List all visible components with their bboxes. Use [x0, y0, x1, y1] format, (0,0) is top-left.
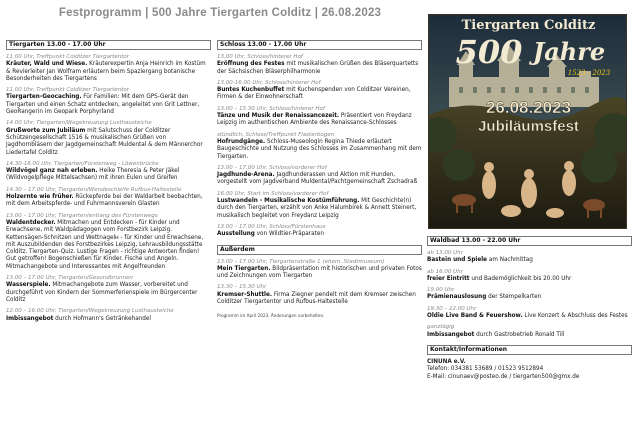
entry-description: [217, 266, 422, 281]
entry-title: Holzernte wie früher.: [6, 194, 74, 201]
section-header-kontakt: Kontakt/Informationen: [427, 345, 632, 355]
entry-description: [6, 220, 211, 271]
entry-text: Jagdhunderassen und Aktion mit Hunden, vorgestellt vom Jagdverband Muldental/Pachtgemeinschaft Zschadraß: [217, 172, 418, 186]
poster-jahre: Jahre: [532, 37, 606, 66]
entry-title: Waldentdecker.: [6, 219, 56, 226]
entry-title: Lustwandeln - Musikalische Kostümführung.: [217, 198, 360, 205]
section-header-waldbad: Waldbad 13.00 - 22.00 Uhr: [427, 236, 632, 246]
entry-title: Eröffnung des Festes: [217, 61, 285, 68]
entry-time: 19.30 – 22.00 Uhr: [427, 305, 477, 312]
entry-text: Kräuterexpertin Anja Heinrich im Kostüm & Revierleiter Jan Wolfram erläutern beim Spaziergang botanische Besonderheiten des Tiergartens: [6, 61, 206, 82]
program-entry: [217, 165, 422, 187]
jubilee-poster: [428, 14, 627, 229]
entry-time: 11.00 Uhr, Treffpunkt Colditzer Tiergartentor: [6, 54, 130, 60]
program-entry: [217, 191, 422, 220]
entry-title: Tiergarten-Geocaching.: [6, 94, 82, 101]
entry-time: 14.30 – 17.00 Uhr, Tiergarten/Wendeschleife Rufbus-Haltestelle: [6, 186, 182, 193]
entry-title: Hofrundgänge.: [217, 138, 266, 145]
entry-description: [217, 231, 422, 238]
entry-description: [217, 61, 422, 76]
entry-title: Bastein und Spiele: [427, 257, 488, 264]
program-entry: [427, 287, 632, 302]
entry-text: Bildpräsentation mit historischen und privaten Fotos und Zeichnungen vom Tiergarten: [217, 265, 422, 280]
column-tiergarten: [6, 40, 211, 323]
contact-email: E-Mail: cinunaev@posteo.de / tiergarten500@gmx.de: [427, 373, 580, 380]
entry-time: 16.00 Uhr, Start im Schloss/vorderer Hof: [217, 190, 329, 197]
program-entry: [217, 284, 422, 306]
entry-description: [217, 172, 422, 187]
entry-title: Mein Tiergarten.: [217, 265, 271, 272]
section-header-ausserdem: Außerdem: [217, 245, 422, 255]
entry-title: Tänze und Musik der Renaissancezeit.: [217, 113, 340, 120]
entry-description: [427, 257, 632, 264]
entry-time: 12.00 – 16.00 Uhr, Tiergarten/Wegekreuzung Lusthausteiche: [6, 308, 174, 315]
entry-time: 14.30-16.00 Uhr, Tiergarten/Fürstenweg - Löwenbrücke: [6, 160, 159, 167]
program-entry: [6, 213, 211, 271]
program-entry: [217, 106, 422, 128]
entry-time: 19.00 Uhr: [427, 287, 455, 294]
entry-time: 13.00-16.00 Uhr, Schloss/hinterer Hof: [217, 79, 321, 86]
waldbad-entries: [427, 250, 632, 339]
entry-time: ab 16.00 Uhr: [427, 268, 463, 275]
entry-description: [6, 128, 211, 157]
ausserdem-entries: [217, 259, 422, 307]
entry-text: Mitmachangebote zum Wasser, vorbereitet und durchgeführt von Kindern der Sommerferienspiele im Bürgercenter Colditz: [6, 282, 198, 303]
program-entry: [217, 80, 422, 102]
schloss-entries: [217, 54, 422, 239]
entry-text: Mit Geschichte(n) durch den Tiergarten, erzählt von Anke Halumbirek & Annett Steinert, musikalisch begleitet von Freydanz Leipzig: [217, 198, 417, 219]
program-entry: [427, 250, 632, 265]
entry-title: Ausstellung: [217, 231, 255, 238]
entry-text: Live Konzert & Abschluss des Festes: [522, 313, 628, 320]
entry-title: Oldie Live Band & Feuershow.: [427, 313, 523, 320]
entry-text: Präsentiert von Freydanz Leipzig im authentischen Ambiente des Renaissance-Schlosses: [217, 113, 412, 127]
program-entry: [6, 308, 211, 323]
program-entry: [217, 132, 422, 161]
program-entry: [427, 306, 632, 321]
disclaimer-note: Programm im April 2023, Änderungen vorbehalten.: [217, 313, 325, 319]
program-entry: [6, 54, 211, 83]
page-title: Festprogramm | 500 Jahre Tiergarten Colditz | 26.08.2023: [58, 7, 382, 19]
entry-description: [217, 113, 422, 128]
entry-title: Kräuter, Wald und Wiese.: [6, 61, 88, 68]
entry-text: durch Hofmann's Getränkehandel: [53, 315, 152, 322]
entry-text: Schloss-Museologin Regina Thiede erläutert Baugeschichte und Nutzung des Schlosses im Zusammenhang mit dem Tiergarten.: [217, 138, 422, 160]
entry-title: freier Eintritt: [427, 275, 470, 282]
entry-description: [427, 276, 632, 283]
program-entry: [217, 54, 422, 76]
entry-text: am Nachmittag: [487, 257, 533, 264]
entry-description: [217, 198, 422, 220]
entry-text: durch Gastrobetrieb Ronald Till: [474, 331, 565, 338]
entry-text: Mitmachen und Entdecken - für Kinder und Erwachsene, mit Waldpädagogen vom Forstbezirk Leipzig. Kettensägen-Schnitzen und Wettnagelн - für Kinder und Erwachsene, mit Auszubildenden des Forstbezirkes Leipzig, Lehrausbildungsstätte Colditz. Tiergarten-Quiz. Lustige Fragen - richtige Antworten finden! Gut getroffen! Bogenschießen für Kinder. Fische und Angeln. Mitmachangebote und Interessantes mit Angelfreunden: [6, 219, 204, 270]
poster-illustration: [429, 15, 627, 229]
poster-date: 26.08.2023: [485, 98, 572, 117]
entry-time: ganztägig: [427, 324, 455, 331]
entry-text: von Wildtier-Präparaten: [254, 231, 324, 238]
entry-text: mit musikalischen Grüßen des Bläserquartetts der Sächsischen Bläserphilharmonie: [217, 61, 419, 75]
entry-description: [427, 313, 632, 320]
entry-text: Firma Ziegner pendelt mit dem Kremser zwischen Colditzer Tiergartentor und Rufbus-Haltestelle: [217, 291, 416, 306]
entry-description: [427, 294, 632, 301]
poster-title: Tiergarten Colditz: [461, 18, 596, 33]
entry-time: 13.00 – 17.00 Uhr, Schloss/vorderer Hof: [217, 164, 327, 171]
entry-title: Wasserspiele.: [6, 282, 51, 289]
column-waldbad: [427, 236, 632, 381]
program-entry: [217, 224, 422, 239]
column-schloss: [217, 40, 422, 320]
poster-fest: Jubiläumsfest: [478, 118, 579, 135]
entry-text: Für Familien: Mit dem GPS-Gerät den Tiergarten und einen Schatz entdecken, angeleitet von Grit Lettner, GeoRangerin im Geopark Porphyrland: [6, 94, 200, 116]
entry-time: 11.00 Uhr, Treffpunkt Colditzer Tiergartentor: [6, 87, 130, 94]
entry-title: Imbissangebot: [6, 315, 54, 322]
section-header-schloss: Schloss 13.00 - 17.00 Uhr: [217, 40, 422, 50]
poster-500: 500: [455, 33, 523, 71]
entry-text: der Stempelkarten: [486, 294, 542, 301]
program-entry: [6, 275, 211, 304]
program-entry: [6, 187, 211, 209]
contact-phone: Telefon: 034381 53689 / 01523 9512894: [427, 366, 544, 373]
tiergarten-entries: [6, 54, 211, 323]
program-entry: [6, 120, 211, 156]
entry-description: [6, 61, 211, 83]
program-entry: [217, 259, 422, 281]
poster-years: 1523 - 2023: [567, 69, 611, 77]
program-entry: [427, 324, 632, 339]
entry-description: [6, 194, 211, 209]
contact-org: CINUNA e.V.: [427, 358, 466, 365]
entry-text: Rückepferde bei der Waldarbeit beobachten, mit dem Arbeitspferde- und Fuhrmannsverein Glasten: [6, 194, 203, 208]
program-entry: [427, 269, 632, 284]
entry-description: [6, 168, 211, 183]
entry-time: 14.00 Uhr, Tiergarten/Wegekreuzung Lusthausteiche: [6, 120, 152, 127]
entry-text: und Bademöglichkeit bis 20.00 Uhr: [469, 275, 572, 282]
entry-time: 13.00 Uhr, Schloss/hinterer Hof: [217, 54, 303, 60]
entry-description: [217, 292, 422, 307]
entry-description: [217, 139, 422, 161]
entry-description: [427, 332, 632, 339]
program-entry: [6, 87, 211, 116]
entry-time: 13.30 – 15.30 Uhr: [217, 284, 267, 291]
entry-title: Wildvögel ganz nah erleben.: [6, 168, 98, 175]
program-entry: [6, 161, 211, 183]
entry-title: Jagdhunde-Arena.: [217, 172, 275, 179]
entry-time: 13.00 – 15.30 Uhr, Schloss/hinterer Hof: [217, 105, 325, 112]
entry-time: 13.00 – 17.00 Uhr, Schloss/Fürstenhaus: [217, 223, 326, 230]
section-header-tiergarten: Tiergarten 13.00 - 17.00 Uhr: [6, 40, 211, 50]
entry-time: 13.00 – 17.00 Uhr, Tiergartenstraße 1 (ehem. Stadtmuseum): [217, 258, 385, 265]
entry-title: Prämienauslosung: [427, 294, 487, 301]
entry-description: [6, 316, 211, 323]
entry-description: [6, 94, 211, 116]
entry-title: Kremser-Shuttle.: [217, 291, 273, 298]
entry-text: mit Kuchenspenden von Colditzer Vereinen, Firmen & der Einwohnerschaft: [217, 87, 411, 101]
entry-time: ab 13.00 Uhr: [427, 250, 463, 256]
entry-time: 13.00 – 17.00 Uhr, Tiergarten/entlang des Fürstenwegs: [6, 212, 158, 219]
entry-description: [217, 87, 422, 102]
entry-text: mit Salutschuss der Colditzer Schützengesellschaft 1516 & musikalischen Grüßen von Jagdhornbläsern der Jagdgemeinschaft Muldental & dem Männerchor Liedertafel Colditz: [6, 127, 203, 156]
entry-description: [6, 282, 211, 304]
entry-title: Grußworte zum Jubiläum: [6, 127, 86, 134]
entry-title: Buntes Kuchenbuffet: [217, 87, 285, 94]
entry-text: Heike Theresia & Peter Jäkel (Wildvogelpflege Mittelsachsen) mit ihren Eulen und Greifen: [6, 168, 180, 182]
entry-time: 13.00 – 17.00 Uhr, Tiergarten/Gesundbrunnen: [6, 275, 133, 282]
contact-info: [427, 359, 632, 381]
entry-time: stündlich, Schloss/Treffpunkt Flasterbogen: [217, 131, 335, 138]
entry-title: Imbissangebot: [427, 331, 475, 338]
